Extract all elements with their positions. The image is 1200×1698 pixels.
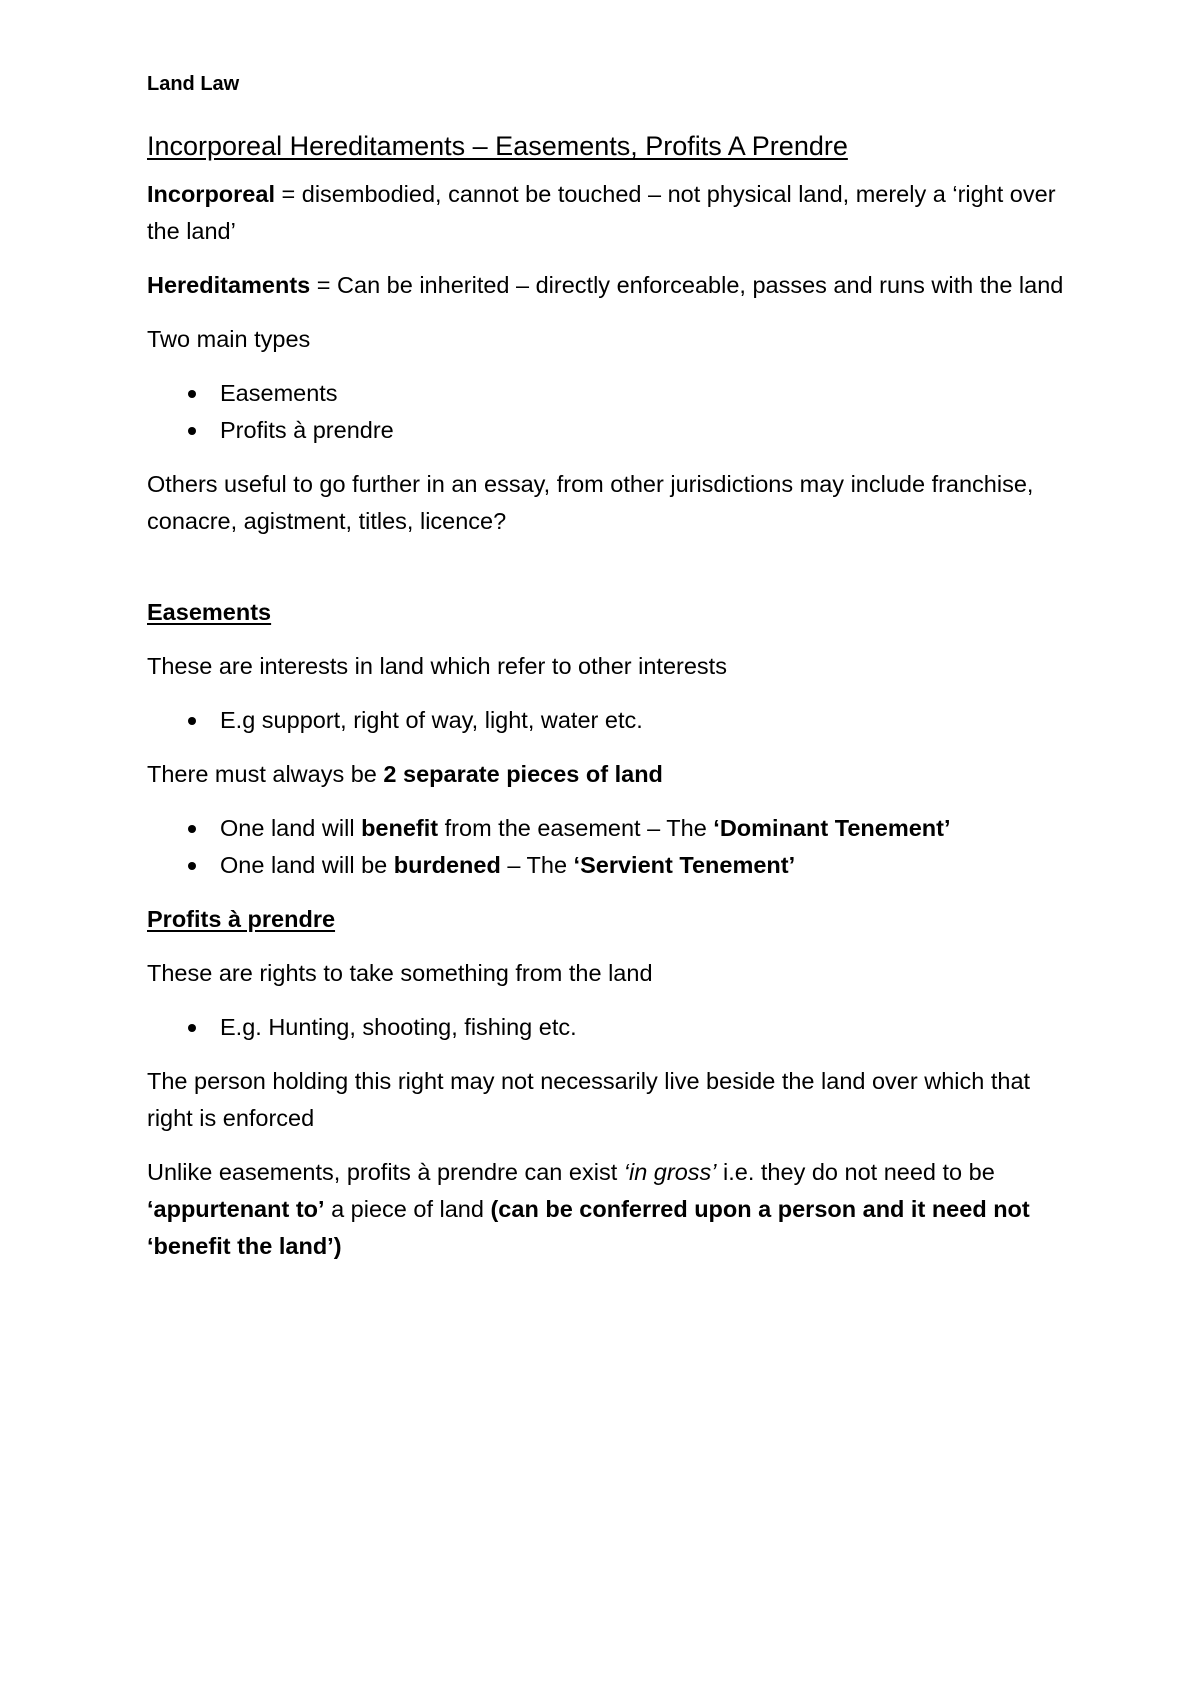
definition-incorporeal-text: = disembodied, cannot be touched – not physical land, merely a ‘right over the land’ bbox=[147, 181, 1056, 244]
easements-heading: Easements bbox=[147, 599, 272, 625]
list-item-text: E.g. Hunting, shooting, fishing etc. bbox=[220, 1014, 577, 1040]
profits-heading: Profits à prendre bbox=[147, 906, 336, 932]
list-item-servient bbox=[147, 847, 1077, 884]
list-item bbox=[147, 412, 1077, 449]
easements-requirement bbox=[147, 756, 1077, 793]
profits-unlike-paragraph bbox=[147, 1154, 1077, 1265]
list-item bbox=[147, 702, 1077, 739]
bullet-icon bbox=[188, 427, 196, 435]
document-content bbox=[147, 70, 1077, 1282]
list-item-text: Easements bbox=[220, 380, 338, 406]
easements-intro: These are interests in land which refer to other interests bbox=[147, 653, 727, 679]
servient-middle: – The bbox=[500, 852, 574, 878]
dominant-benefit: benefit bbox=[361, 815, 439, 841]
tenement-list bbox=[147, 810, 1077, 884]
list-item bbox=[147, 1009, 1077, 1046]
unlike-middle-2: a piece of land bbox=[324, 1196, 491, 1222]
document-title: Incorporeal Hereditaments – Easements, Profits A Prendre bbox=[147, 131, 848, 161]
definition-incorporeal bbox=[147, 176, 1077, 250]
term-incorporeal: Incorporeal bbox=[147, 181, 275, 207]
requirement-prefix: There must always be bbox=[147, 761, 384, 787]
conferred-bold: (can be conferred upon a person and it need not ‘benefit the land’) bbox=[147, 1196, 1030, 1259]
bullet-icon bbox=[188, 390, 196, 398]
requirement-bold: 2 separate pieces of land bbox=[383, 761, 663, 787]
servient-burdened: burdened bbox=[393, 852, 501, 878]
term-hereditaments: Hereditaments bbox=[147, 272, 311, 298]
list-item-text: E.g support, right of way, light, water etc. bbox=[220, 707, 643, 733]
profits-holder-paragraph: The person holding this right may not necessarily live beside the land over which that right is enforced bbox=[147, 1068, 1031, 1131]
blank-line bbox=[147, 557, 1077, 594]
definition-hereditaments-text: = Can be inherited – directly enforceable, passes and runs with the land bbox=[310, 272, 1064, 298]
definition-hereditaments bbox=[147, 267, 1077, 304]
unlike-middle: i.e. they do not need to be bbox=[716, 1159, 995, 1185]
list-item-dominant bbox=[147, 810, 1077, 847]
others-paragraph: Others useful to go further in an essay, from other jurisdictions may include franchise, conacre, agistment, titles, licence? bbox=[147, 471, 1034, 534]
in-gross-italic: ‘in gross’ bbox=[623, 1159, 717, 1185]
dominant-prefix: One land will bbox=[220, 815, 362, 841]
dominant-middle: from the easement – The bbox=[438, 815, 714, 841]
unlike-prefix: Unlike easements, profits à prendre can exist bbox=[147, 1159, 624, 1185]
easements-example-list bbox=[147, 702, 1077, 739]
appurtenant-bold: ‘appurtenant to’ bbox=[147, 1196, 325, 1222]
servient-prefix: One land will be bbox=[220, 852, 394, 878]
bullet-icon bbox=[188, 717, 196, 725]
bullet-icon bbox=[188, 825, 196, 833]
types-intro: Two main types bbox=[147, 326, 311, 352]
profits-example-list bbox=[147, 1009, 1077, 1046]
page-header: Land Law bbox=[147, 73, 240, 95]
list-item bbox=[147, 375, 1077, 412]
bullet-icon bbox=[188, 1024, 196, 1032]
bullet-icon bbox=[188, 862, 196, 870]
profits-intro: These are rights to take something from the land bbox=[147, 960, 653, 986]
dominant-tenement: ‘Dominant Tenement’ bbox=[713, 815, 951, 841]
types-list bbox=[147, 375, 1077, 449]
servient-tenement: ‘Servient Tenement’ bbox=[573, 852, 796, 878]
list-item-text: Profits à prendre bbox=[220, 417, 394, 443]
